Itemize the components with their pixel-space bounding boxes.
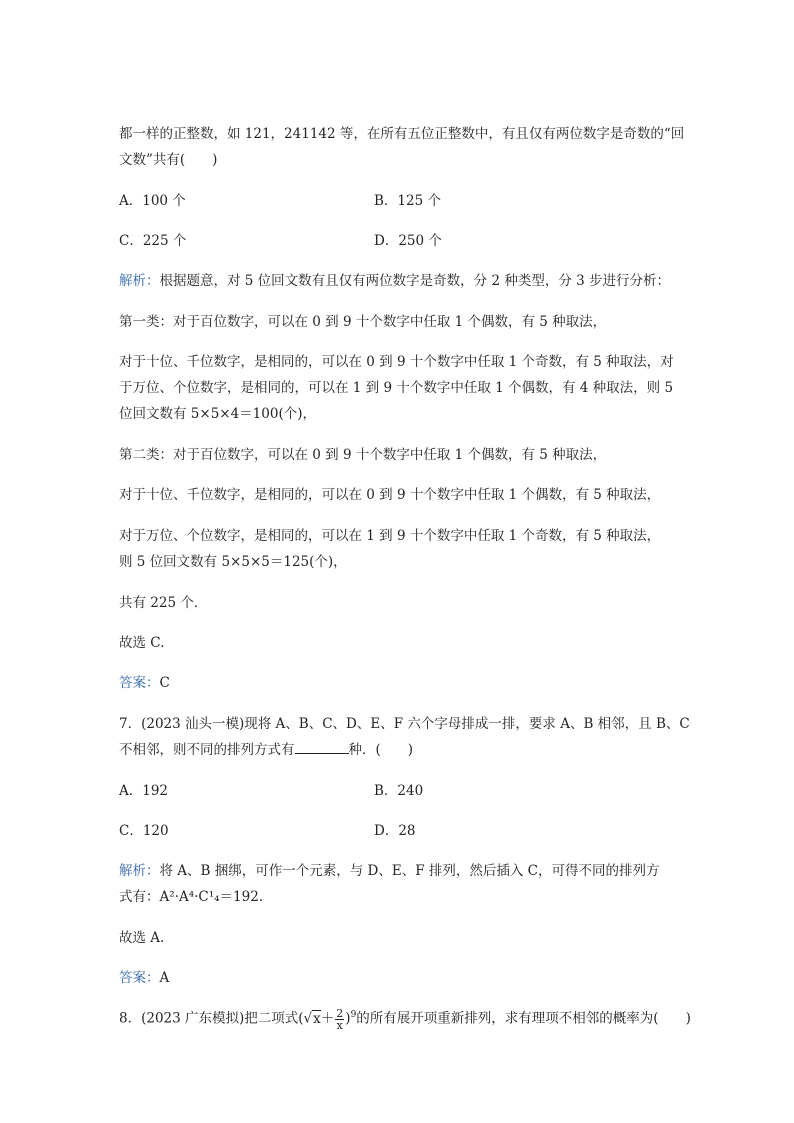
fraction-denominator: x: [336, 1018, 343, 1032]
q7-option-d: D．28: [374, 823, 416, 839]
q7-answer: [119, 969, 169, 987]
q6-conclusion: 故选 C.: [119, 635, 165, 651]
q7-answer-value: A: [159, 970, 170, 986]
q7-analysis-text: 将 A、B 捆绑，可作一个元素，与 D、E、F 排列，然后插入 C，可得不同的排列方: [159, 863, 660, 879]
q6-analysis-line-6: 第二类：对于百位数字，可以在 0 到 9 十个数字中任取 1 个偶数，有 5 种取法，: [119, 447, 607, 463]
q6-analysis-text: 根据题意，对 5 位回文数有且仅有两位数字是奇数，分 2 种类型，分 3 步进行分析：: [159, 273, 671, 289]
q7-analysis-line-1: [119, 862, 660, 880]
sqrt-symbol: √: [303, 1010, 313, 1027]
q6-option-d: D．250 个: [374, 233, 442, 249]
q6-analysis-line-5: 位回文数有 5×5×4＝100(个)，: [119, 406, 316, 422]
q6-option-b: B．125 个: [374, 193, 441, 209]
q7-stem-post: 种．( ): [348, 742, 414, 758]
answer-blank: [295, 741, 349, 754]
q7-answer-label: 答案：: [119, 970, 160, 986]
q7-option-a: A．192: [119, 783, 169, 799]
q6-answer: [119, 674, 170, 692]
q6-analysis-line-4: 于万位、个位数字，是相同的，可以在 1 到 9 十个数字中任取 1 个偶数，有 4 种取法，则 5: [119, 380, 674, 396]
q7-stem-line-1: 7．(2023 汕头一模)现将 A、B、C、D、E、F 六个字母排成一排，要求 A、B 相邻，且 B、C: [119, 716, 690, 732]
q6-analysis-line-3: 对于十位、千位数字，是相同的，可以在 0 到 9 十个数字中任取 1 个奇数，有 5 种取法，对: [119, 354, 674, 370]
fraction-numerator: 2: [336, 1006, 344, 1020]
q6-analysis-line-10: 共有 225 个．: [119, 595, 208, 611]
q6-analysis-line-7: 对于十位、千位数字，是相同的，可以在 0 到 9 十个数字中任取 1 个偶数，有 5 种取法，: [119, 487, 661, 503]
q7-stem-pre: 不相邻，则不同的排列方式有: [119, 742, 295, 758]
q8-stem-pre: 8．(2023 广东模拟)把二项式(: [119, 1010, 304, 1027]
q7-option-b: B．240: [374, 783, 424, 799]
q6-stem-line-1: 都一样的正整数，如 121，241142 等，在所有五位正整数中，有且仅有两位数字是奇数的“回: [119, 126, 685, 142]
exponent: 9: [350, 1010, 357, 1020]
q6-stem-line-2: 文数”共有( ): [119, 152, 218, 168]
q6-answer-value: C: [159, 675, 170, 691]
q7-analysis-line-2: 式有：A²·A⁴·C¹₄＝192.: [119, 889, 264, 905]
q8-stem-post: 的所有展开项重新排列，求有理项不相邻的概率为( ): [356, 1010, 691, 1027]
close-paren: ): [345, 1010, 351, 1027]
q6-option-c: C．225 个: [119, 233, 187, 249]
q7-option-c: C．120: [119, 823, 169, 839]
q6-analysis-line-1: [119, 272, 670, 290]
q6-analysis-label: 解析：: [119, 273, 160, 289]
q6-analysis-line-2: 第一类：对于百位数字，可以在 0 到 9 十个数字中任取 1 个偶数，有 5 种取法，: [119, 314, 607, 330]
q6-answer-label: 答案：: [119, 675, 160, 691]
q8-stem: [119, 1002, 691, 1032]
q7-conclusion: 故选 A.: [119, 930, 165, 946]
q7-analysis-label: 解析：: [119, 863, 160, 879]
q6-analysis-line-9: 则 5 位回文数有 5×5×5＝125(个)，: [119, 554, 347, 570]
q7-stem-line-2: [119, 741, 413, 759]
q6-analysis-line-8: 对于万位、个位数字，是相同的，可以在 1 到 9 十个数字中任取 1 个奇数，有 5 种取法，: [119, 528, 661, 544]
q6-option-a: A．100 个: [119, 193, 186, 209]
plus-sign: ＋: [320, 1010, 335, 1027]
sqrt-radicand: x: [313, 1010, 321, 1027]
fraction: [335, 1008, 344, 1031]
